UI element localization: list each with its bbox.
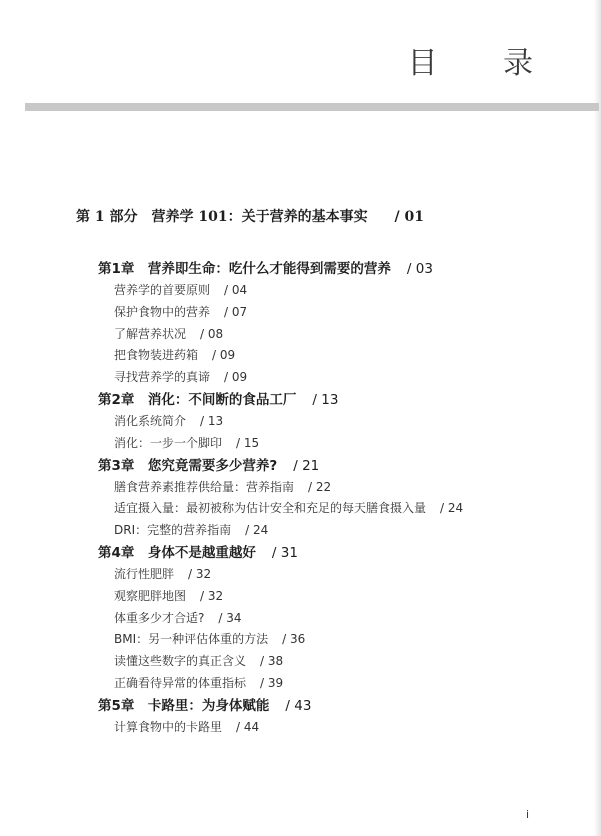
toc-entry-page: / 09: [212, 348, 236, 363]
part-page: / 01: [394, 209, 424, 225]
toc-section-entry[interactable]: [98, 477, 578, 499]
toc-entry-label: 流行性肥胖: [114, 566, 175, 581]
toc-entry-label: DRI：完整的营养指南: [114, 523, 232, 538]
toc-entry-label: 正确看待异常的体重指标: [114, 675, 247, 690]
toc-entry-label: 第2章 消化：不间断的食品工厂: [98, 391, 297, 408]
toc-section-entry[interactable]: [98, 345, 578, 367]
toc-entry-label: 第3章 您究竟需要多少营养?: [98, 457, 278, 474]
toc-entry-label: 寻找营养学的真谛: [114, 370, 211, 385]
toc-entry-page: / 34: [218, 610, 242, 625]
title-underline-bar: [25, 103, 599, 111]
toc-section-entry[interactable]: [98, 629, 578, 651]
toc-section-entry[interactable]: [98, 586, 578, 608]
toc-section-entry[interactable]: [98, 498, 578, 520]
page-edge: [594, 0, 601, 836]
toc-entry-page: / 09: [224, 370, 248, 385]
toc-entry-label: 把食物装进药箱: [114, 348, 199, 363]
toc-entry-page: / 44: [236, 719, 260, 734]
table-of-contents: [98, 258, 578, 739]
toc-entry-page: / 04: [224, 283, 248, 297]
toc-entry-label: 消化系统简介: [114, 413, 187, 428]
toc-entry-label: 保护食物中的营养: [114, 304, 211, 319]
page-title: 目 录: [407, 46, 561, 81]
part-label: 第 1 部分 营养学 101：关于营养的基本事实: [76, 209, 368, 225]
toc-entry-page: / 32: [200, 588, 224, 603]
toc-entry-label: 第5章 卡路里：为身体赋能: [98, 697, 270, 714]
toc-section-entry[interactable]: [98, 608, 578, 630]
toc-entry-label: 消化：一步一个脚印: [114, 435, 223, 450]
page-folio: i: [526, 808, 530, 821]
part-heading[interactable]: [76, 206, 424, 226]
toc-section-entry[interactable]: [98, 280, 578, 302]
toc-section-entry[interactable]: [98, 367, 578, 389]
toc-entry-page: / 24: [440, 501, 464, 516]
toc-entry-label: 营养学的首要原则: [114, 283, 211, 297]
toc-entry-label: 读懂这些数字的真正含义: [114, 654, 247, 669]
toc-section-entry[interactable]: [98, 411, 578, 433]
toc-section-entry[interactable]: [98, 651, 578, 673]
toc-entry-label: 第4章 身体不是越重越好: [98, 544, 256, 561]
toc-entry-page: / 38: [260, 654, 284, 669]
toc-section-entry[interactable]: [98, 324, 578, 346]
toc-entry-label: 体重多少才合适?: [114, 610, 205, 625]
toc-entry-page: / 13: [312, 391, 339, 408]
toc-entry-page: / 39: [260, 675, 284, 690]
toc-section-entry[interactable]: [98, 520, 578, 542]
toc-entry-label: 观察肥胖地图: [114, 588, 187, 603]
toc-section-entry[interactable]: [98, 564, 578, 586]
toc-chapter-entry[interactable]: [98, 455, 578, 477]
toc-entry-page: / 43: [285, 697, 312, 714]
toc-entry-page: / 22: [308, 479, 332, 494]
toc-entry-page: / 24: [245, 523, 269, 538]
toc-entry-page: / 31: [271, 544, 298, 561]
toc-entry-page: / 08: [200, 326, 224, 341]
toc-entry-page: / 03: [406, 261, 433, 277]
toc-chapter-entry[interactable]: [98, 258, 578, 280]
toc-entry-label: BMI：另一种评估体重的方法: [114, 632, 269, 647]
toc-entry-label: 适宜摄入量：最初被称为估计安全和充足的每天膳食摄入量: [114, 501, 427, 516]
toc-entry-label: 了解营养状况: [114, 326, 187, 341]
toc-entry-page: / 15: [236, 435, 260, 450]
toc-section-entry[interactable]: [98, 302, 578, 324]
toc-section-entry[interactable]: [98, 433, 578, 455]
toc-chapter-entry[interactable]: [98, 542, 578, 564]
toc-entry-label: 计算食物中的卡路里: [114, 719, 223, 734]
toc-entry-label: 第1章 营养即生命：吃什么才能得到需要的营养: [98, 261, 391, 277]
toc-chapter-entry[interactable]: [98, 695, 578, 717]
toc-entry-page: / 21: [293, 457, 320, 474]
toc-section-entry[interactable]: [98, 673, 578, 695]
toc-chapter-entry[interactable]: [98, 389, 578, 411]
toc-entry-label: 膳食营养素推荐供给量：营养指南: [114, 479, 295, 494]
toc-section-entry[interactable]: [98, 717, 578, 739]
toc-entry-page: / 32: [188, 566, 212, 581]
toc-entry-page: / 07: [224, 304, 248, 319]
toc-entry-page: / 36: [282, 632, 306, 647]
toc-entry-page: / 13: [200, 413, 224, 428]
